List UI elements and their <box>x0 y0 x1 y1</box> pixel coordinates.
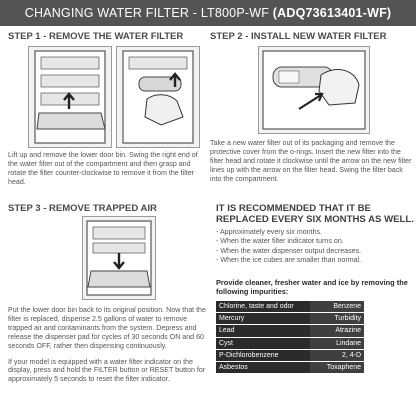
table-cell: Benzene <box>310 301 364 313</box>
table-row <box>216 325 364 337</box>
table-row <box>216 313 364 325</box>
list-item: - When the water dispenser output decreases. <box>216 246 362 255</box>
list-item: - Approximately every six months. <box>216 228 323 236</box>
impurities-title: Provide cleaner, fresher water and ice by removing the following impurities: <box>216 278 408 297</box>
step3-instructions <box>8 306 206 391</box>
header-banner <box>0 0 416 26</box>
step3-illustration-replace-bin <box>82 216 156 300</box>
table-cell: Lead <box>216 325 310 337</box>
table-row <box>216 337 364 349</box>
step1-instructions: Lift up and remove the lower door bin. Swing the right end of the water filter out of the compartment and then grasp and rotate the filter counter-clockwise to remove it from the filter head. <box>8 151 198 186</box>
impurities-table <box>216 301 364 374</box>
step3-paragraph-dispense: Put the lower door bin back to its original position. Now that the filter is replaced, dispense 2.5 gallons of water to remove trapped air and contaminants from the system. Depress and release the dispenser pad for cycles of 30 seconds ON and 60 seconds OFF, rather then dispensing continuously. <box>8 306 206 350</box>
banner-title: CHANGING WATER FILTER - LT800P-WF <box>24 6 273 20</box>
table-row <box>216 301 364 313</box>
step2-title: STEP 2 - INSTALL NEW WATER FILTER <box>210 31 387 42</box>
list-item: - When the water filter indicator turns on. <box>216 237 344 246</box>
replacement-conditions-list <box>216 228 416 265</box>
step3-title: STEP 3 - REMOVE TRAPPED AIR <box>8 203 157 214</box>
table-cell: Toxaphene <box>310 362 364 374</box>
step1-illustration-door-bin <box>28 46 112 148</box>
table-cell: Turbidity <box>310 313 364 325</box>
step1-illustration-filter-removal <box>116 46 200 148</box>
table-cell: Lindane <box>310 337 364 349</box>
list-item: - When the ice cubes are smaller than normal. <box>216 255 362 264</box>
table-cell: P-Dichlorobenzene <box>216 349 310 361</box>
step2-instructions: Take a new water filter out of its packaging and remove the protective cover from the o-rings. Insert the new filter into the filter head and rotate it clockwise until the arrow on the new filter lines up with the arrow on the filter head. Swing the filter back into the compartment. <box>210 139 412 183</box>
table-row <box>216 349 364 361</box>
step1-title: STEP 1 - REMOVE THE WATER FILTER <box>8 31 184 42</box>
table-cell: Atrazine <box>310 325 364 337</box>
table-cell: Asbestos <box>216 362 310 374</box>
table-cell: Cyst <box>216 337 310 349</box>
table-cell: Chlorine, taste and odor <box>216 301 310 313</box>
table-cell: 2, 4-D <box>310 349 364 361</box>
banner-model-number: (ADQ73613401-WF) <box>272 6 392 20</box>
table-row <box>216 362 364 374</box>
step2-illustration-install-filter <box>258 46 370 134</box>
replacement-recommendation-title: IT IS RECOMMENDED THAT IT BE REPLACED EVERY SIX MONTHS AS WELL. <box>216 203 414 225</box>
table-cell: Mercury <box>216 313 310 325</box>
step3-paragraph-reset-indicator: If your model is equipped with a water filter indicator on the display, press and hold the FILTER button or RESET button for approximately 5 seconds to reset the filter indicator. <box>8 357 206 384</box>
